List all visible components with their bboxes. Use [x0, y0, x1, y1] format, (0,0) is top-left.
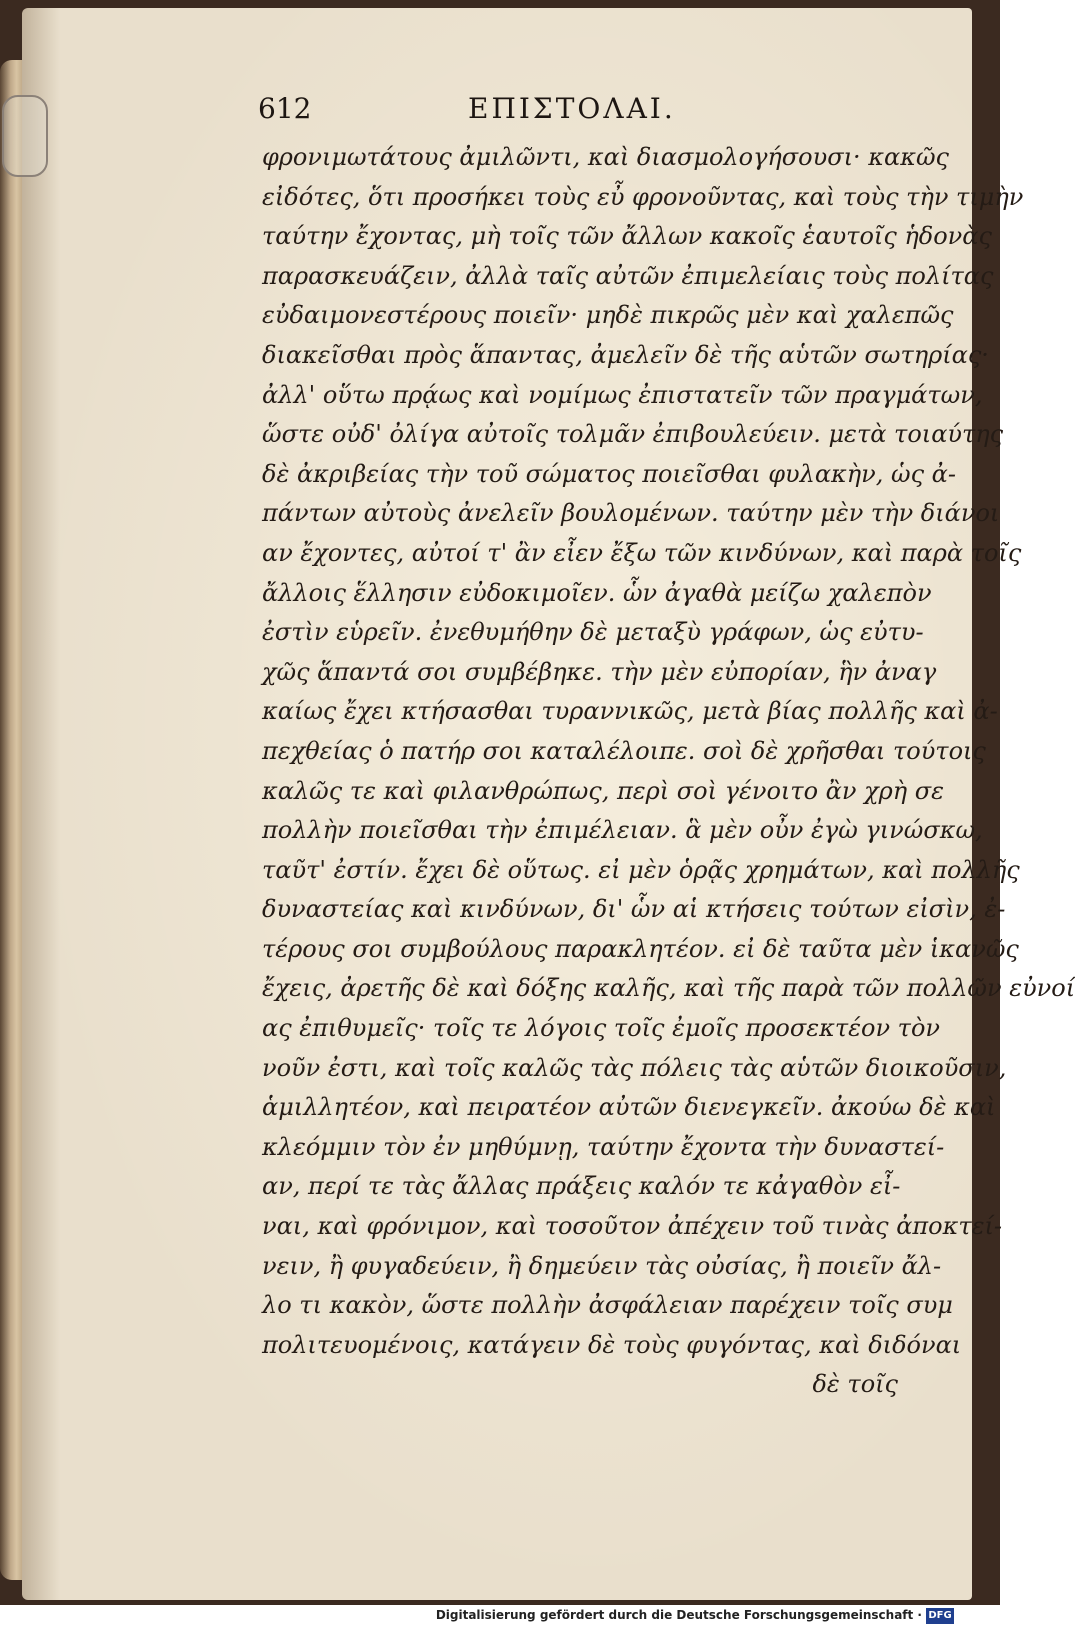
text-line: ναι, καὶ φρόνιμον, καὶ τοσοῦτον ἀπέχειν τοῦ τινὰς ἀποκτεί-	[262, 1212, 1003, 1241]
text-line: ταύτην ἔχοντας, μὴ τοῖς τῶν ἄλλων κακοῖς ἑαυτοῖς ἡδονὰς	[262, 222, 992, 251]
text-line: ὥστε οὐδ' ὀλίγα αὐτοῖς τολμᾶν ἐπιβουλεύειν. μετὰ τοιαύτης	[262, 420, 1004, 449]
text-line: πολιτευομένοις, κατάγειν δὲ τοὺς φυγόντας, καὶ διδόναι	[262, 1330, 962, 1359]
text-line: ας ἐπιθυμεῖς· τοῖς τε λόγοις τοῖς ἐμοῖς προσεκτέον τὸν	[262, 1014, 940, 1043]
catchword-line: δὲ τοῖς	[812, 1370, 898, 1399]
text-line: ἄλλοις ἕλλησιν εὐδοκιμοῖεν. ὧν ἀγαθὰ μείζω χαλεπὸν	[262, 578, 932, 607]
text-line: δυναστείας καὶ κινδύνων, δι' ὧν αἱ κτήσεις τούτων εἰσὶν, ἐ-	[262, 895, 1006, 924]
text-line: διακεῖσθαι πρὸς ἅπαντας, ἀμελεῖν δὲ τῆς αὑτῶν σωτηρίας·	[262, 340, 989, 369]
page-number: 612	[258, 92, 312, 125]
text-line: εὐδαιμονεστέρους ποιεῖν· μηδὲ πικρῶς μὲν καὶ χαλεπῶς	[262, 301, 954, 330]
text-line: πολλὴν ποιεῖσθαι τὴν ἐπιμέλειαν. ἃ μὲν οὖν ἐγὼ γινώσκω,	[262, 816, 983, 845]
text-line: καλῶς τε καὶ φιλανθρώπως, περὶ σοὶ γένοιτο ἂν χρὴ σε	[262, 776, 945, 805]
text-line: δὲ ἀκριβείας τὴν τοῦ σώματος ποιεῖσθαι φυλακὴν, ὡς ἀ-	[262, 459, 956, 488]
text-line: ἐστὶν εὑρεῖν. ἐνεθυμήθην δὲ μεταξὺ γράφων, ὡς εὐτυ-	[262, 618, 924, 647]
text-line: νοῦν ἐστι, καὶ τοῖς καλῶς τὰς πόλεις τὰς αὑτῶν διοικοῦσιν,	[262, 1053, 1007, 1082]
text-block	[262, 138, 1075, 1405]
text-line: αν, περί τε τὰς ἄλλας πράξεις καλόν τε κἀγαθὸν εἶ-	[262, 1172, 901, 1201]
text-line: χῶς ἅπαντά σοι συμβέβηκε. τὴν μὲν εὐπορίαν, ἣν ἀναγ	[262, 657, 937, 686]
text-line: πεχθείας ὁ πατήρ σοι καταλέλοιπε. σοὶ δὲ χρῆσθαι τούτοις	[262, 736, 986, 765]
text-line: παρασκευάζειν, ἀλλὰ ταῖς αὐτῶν ἐπιμελείαις τοὺς πολίτας	[262, 261, 994, 290]
page-clip	[2, 95, 48, 177]
dfg-logo-icon: DFG	[926, 1608, 954, 1624]
text-line: ἔχεις, ἀρετῆς δὲ καὶ δόξης καλῆς, καὶ τῆς παρὰ τῶν πολλῶν εὐνοί	[262, 974, 1075, 1003]
text-line: λο τι κακὸν, ὥστε πολλὴν ἀσφάλειαν παρέχειν τοῖς συμ	[262, 1291, 953, 1320]
text-line: καίως ἔχει κτήσασθαι τυραννικῶς, μετὰ βίας πολλῆς καὶ ἀ-	[262, 697, 998, 726]
digitization-footer	[0, 1605, 1000, 1627]
text-line: πάντων αὐτοὺς ἀνελεῖν βουλομένων. ταύτην μὲν τὴν διάνοι	[262, 499, 1000, 528]
footer-credit: Digitalisierung gefördert durch die Deutsche Forschungsgemeinschaft ·	[435, 1608, 922, 1622]
text-line: νειν, ἢ φυγαδεύειν, ἢ δημεύειν τὰς οὐσίας, ἢ ποιεῖν ἄλ-	[262, 1251, 942, 1280]
text-line: ταῦτ' ἐστίν. ἔχει δὲ οὕτως. εἰ μὲν ὁρᾷς χρημάτων, καὶ πολλῆς	[262, 855, 1020, 884]
page-header	[258, 92, 688, 132]
text-line: αν ἔχοντες, αὐτοί τ' ἂν εἶεν ἔξω τῶν κινδύνων, καὶ παρὰ τοῖς	[262, 538, 1022, 567]
text-line: τέρους σοι συμβούλους παρακλητέον. εἰ δὲ ταῦτα μὲν ἱκανῶς	[262, 934, 1019, 963]
running-head: ΕΠΙΣΤΟΛΑΙ.	[468, 92, 676, 125]
text-line: φρονιμωτάτους ἀμιλῶντι, καὶ διασμολογήσουσι· κακῶς	[262, 143, 949, 171]
text-line: ἁμιλλητέον, καὶ πειρατέον αὐτῶν διενεγκεῖν. ἀκούω δὲ καὶ	[262, 1093, 996, 1122]
text-line: ἀλλ' οὕτω πρᾴως καὶ νομίμως ἐπιστατεῖν τῶν πραγμάτων,	[262, 380, 983, 409]
text-line: κλεόμμιν τὸν ἐν μηθύμνῃ, ταύτην ἔχοντα τὴν δυναστεί-	[262, 1132, 945, 1161]
text-line: εἰδότες, ὅτι προσήκει τοὺς εὖ φρονοῦντας, καὶ τοὺς τὴν τιμὴν	[262, 182, 1024, 211]
